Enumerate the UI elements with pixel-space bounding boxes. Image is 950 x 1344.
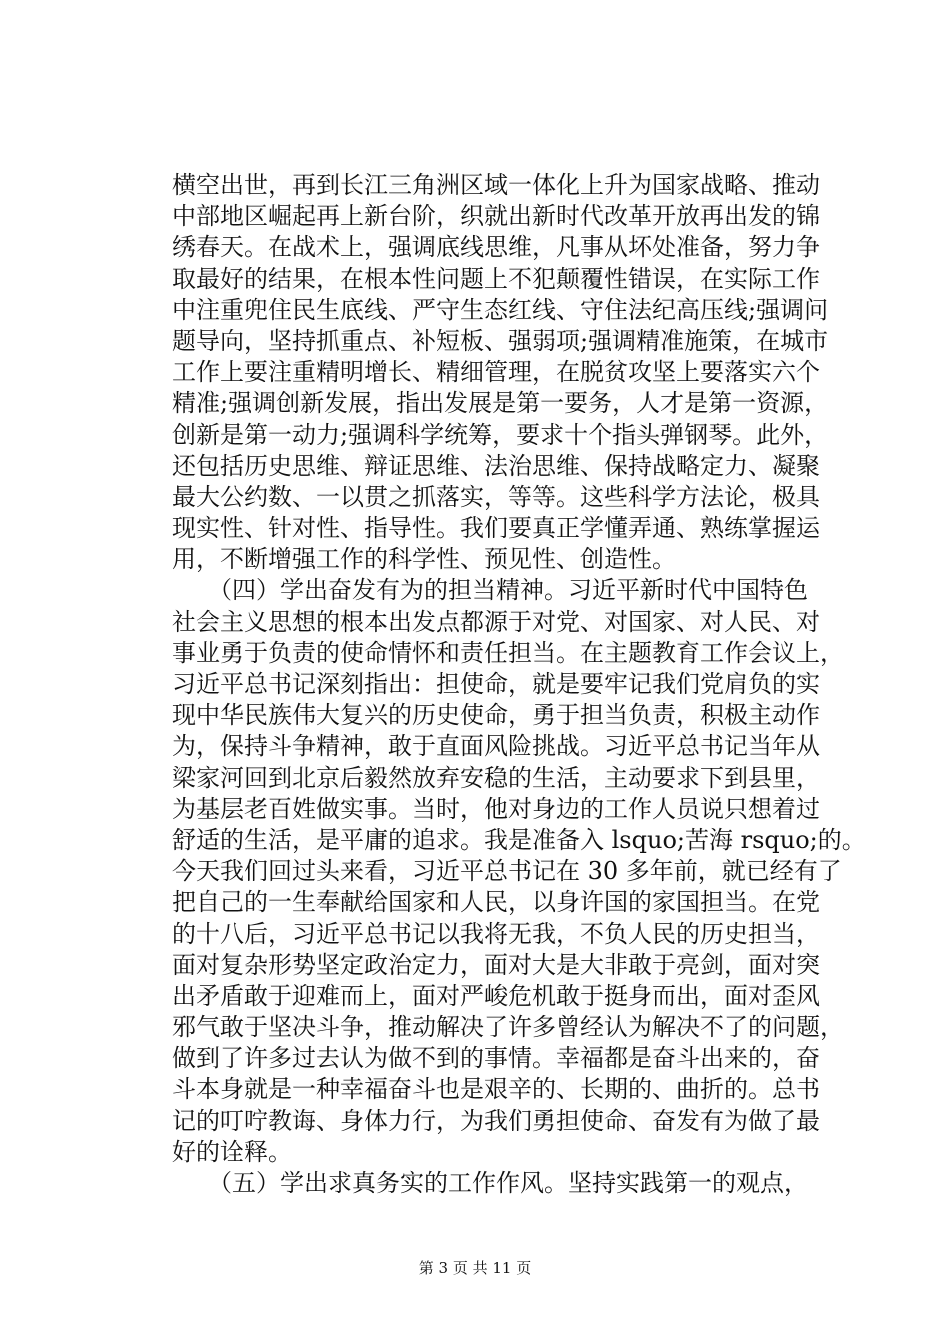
text-line: 还包括历史思维、辩证思维、法治思维、保持战略定力、凝聚 [172, 451, 820, 480]
text-line: 事业勇于负责的使命情怀和责任担当。在主题教育工作会议上， [172, 638, 844, 667]
page-number: 第 3 页 共 11 页 [418, 1259, 532, 1277]
text-line: 习近平总书记深刻指出：担使命，就是要牢记我们党肩负的实 [172, 670, 820, 698]
text-line: 现实性、针对性、指导性。我们要真正学懂弄通、熟练掌握运 [172, 514, 820, 543]
page-footer [0, 1258, 950, 1278]
text-line: 的十八后，习近平总书记以我将无我，不负人民的历史担当， [172, 919, 820, 948]
text-line: 记的叮咛教诲、身体力行，为我们勇担使命、奋发有为做了最 [172, 1106, 820, 1135]
text-line: 面对复杂形势坚定政治定力，面对大是大非敢于亮剑，面对突 [172, 950, 820, 979]
text-line: 中部地区崛起再上新台阶，织就出新时代改革开放再出发的锦 [172, 202, 820, 231]
text-line: 题导向，坚持抓重点、补短板、强弱项;强调精准施策，在城市 [172, 326, 829, 355]
text-line: 为基层老百姓做实事。当时，他对身边的工作人员说只想着过 [172, 794, 820, 823]
text-line: 舒适的生活，是平庸的追求。我是准备入 lsquo;苦海 rsquo;的。 [172, 825, 866, 854]
text-line: 社会主义思想的根本出发点都源于对党、对国家、对人民、对 [172, 607, 820, 636]
text-line: 斗本身就是一种幸福奋斗也是艰辛的、长期的、曲折的。总书 [172, 1075, 820, 1104]
text-line: 现中华民族伟大复兴的历史使命，勇于担当负责，积极主动作 [172, 701, 820, 730]
text-line: 工作上要注重精明增长、精细管理，在脱贫攻坚上要落实六个 [172, 358, 820, 387]
text-line: 精准;强调创新发展，指出发展是第一要务，人才是第一资源， [172, 389, 829, 418]
text-line: 中注重兜住民生底线、严守生态红线、守住法纪高压线;强调问 [172, 295, 829, 324]
text-line: 好的诠释。 [172, 1137, 292, 1166]
paragraph-heading-line: （五）学出求真务实的工作作风。坚持实践第一的观点， [172, 1169, 808, 1197]
text-line: 创新是第一动力;强调科学统筹，要求十个指头弹钢琴。此外， [172, 420, 829, 449]
paragraph-heading-line: （四）学出奋发有为的担当精神。习近平新时代中国特色 [172, 576, 808, 605]
text-line: 把自己的一生奉献给国家和人民，以身许国的家国担当。在党 [172, 888, 820, 917]
text-line: 邪气敢于坚决斗争，推动解决了许多曾经认为解决不了的问题， [172, 1013, 844, 1042]
text-line: 绣春天。在战术上，强调底线思维，凡事从坏处准备，努力争 [172, 233, 820, 262]
text-line: 梁家河回到北京后毅然放弃安稳的生活，主动要求下到县里， [172, 763, 820, 792]
text-line: 出矛盾敢于迎难而上，面对严峻危机敢于挺身而出，面对歪风 [172, 981, 820, 1010]
text-line: 今天我们回过头来看，习近平总书记在 30 多年前，就已经有了 [172, 857, 842, 886]
text-line: 最大公约数、一以贯之抓落实，等等。这些科学方法论，极具 [172, 482, 820, 511]
text-line: 做到了许多过去认为做不到的事情。幸福都是奋斗出来的，奋 [172, 1044, 820, 1073]
text-line: 横空出世，再到长江三角洲区域一体化上升为国家战略、推动 [172, 171, 820, 199]
text-line: 为，保持斗争精神，敢于直面风险挑战。习近平总书记当年从 [172, 732, 820, 761]
text-line: 取最好的结果，在根本性问题上不犯颠覆性错误，在实际工作 [172, 264, 820, 293]
text-line: 用，不断增强工作的科学性、预见性、创造性。 [172, 545, 676, 574]
body-text [172, 170, 866, 1199]
